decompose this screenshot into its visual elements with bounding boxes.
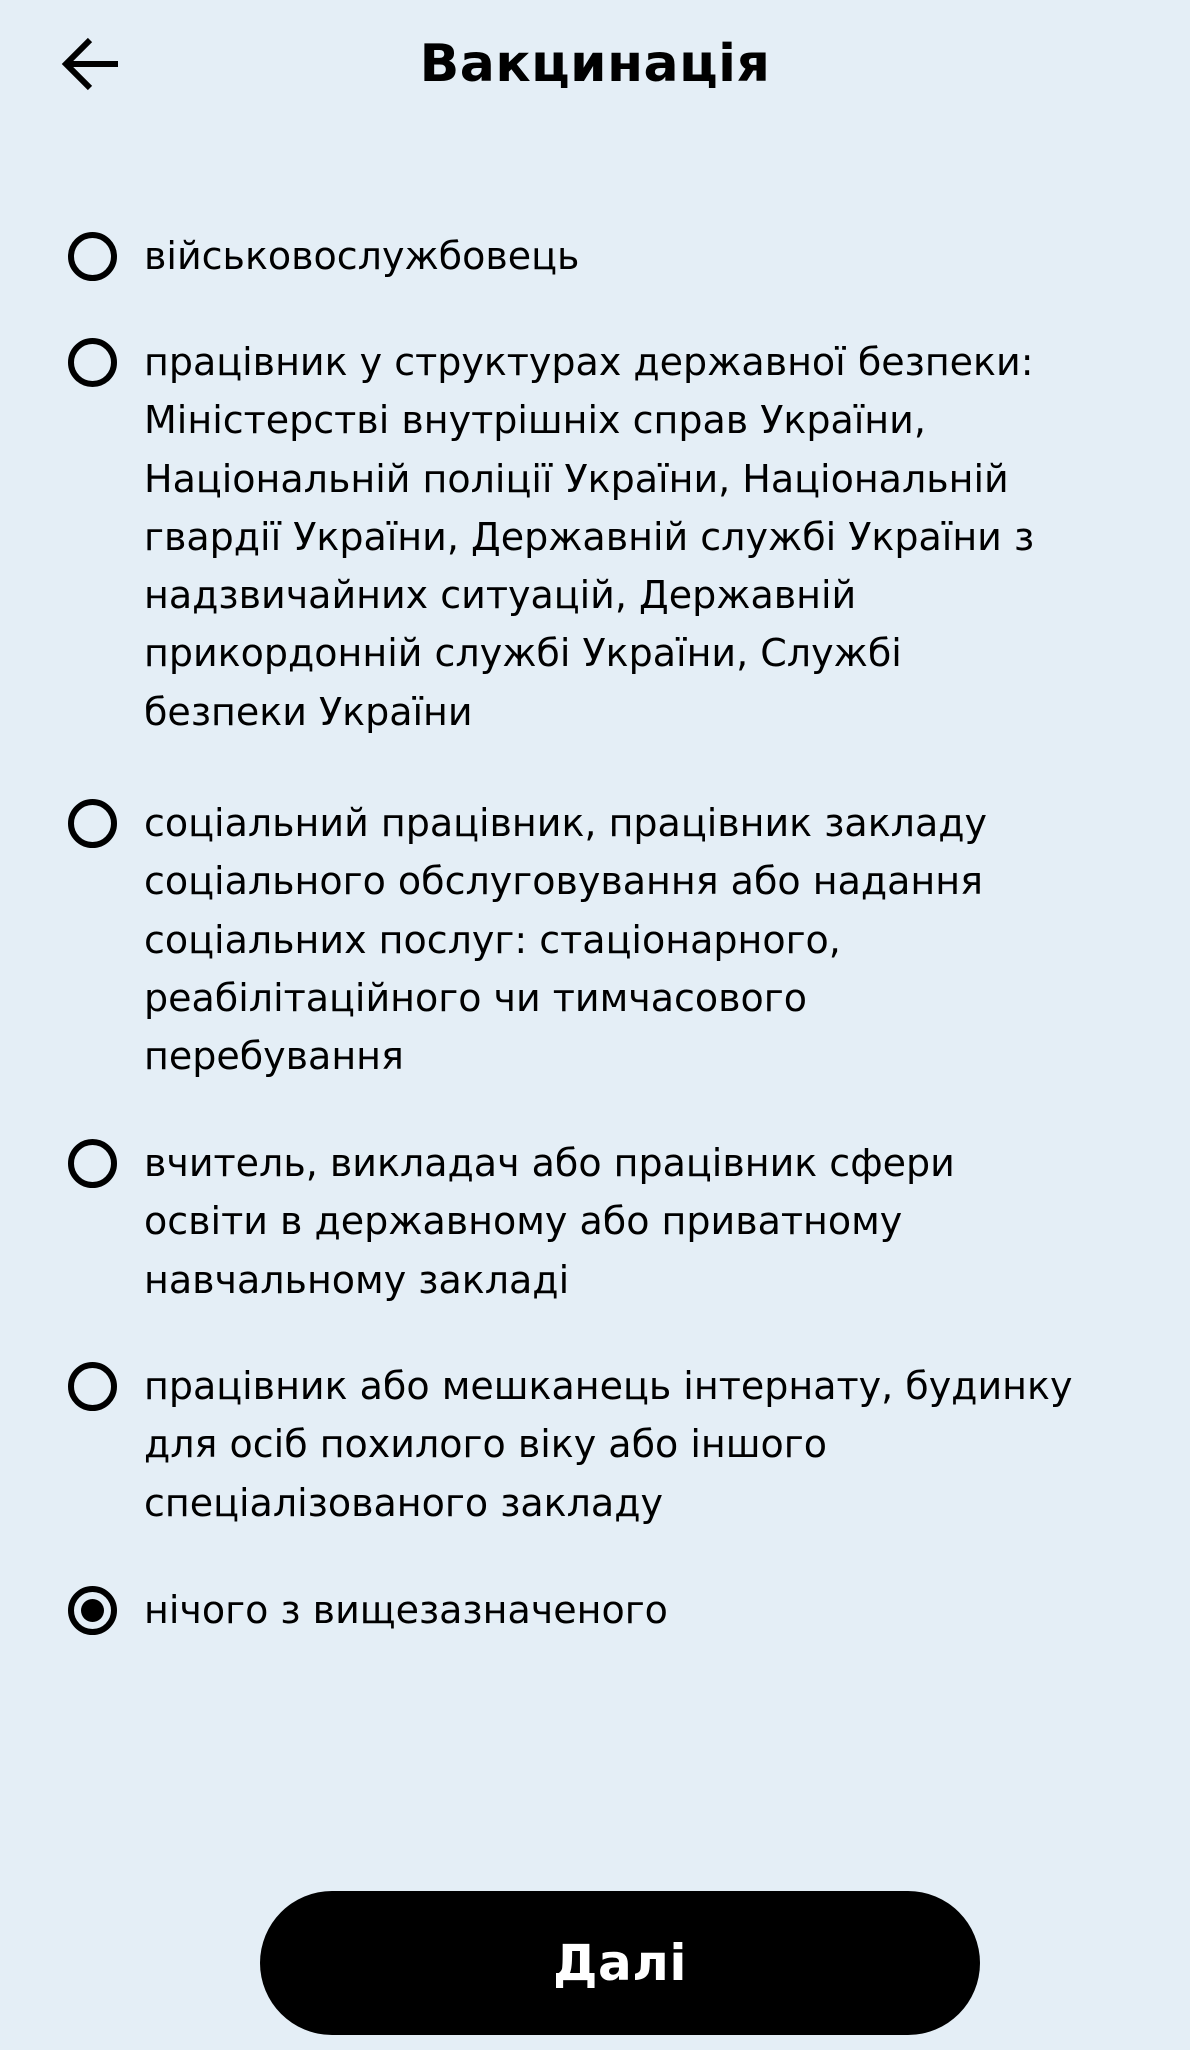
option-label-line: прикордонній службі України, Службі bbox=[144, 631, 902, 676]
radio-button-military[interactable] bbox=[68, 232, 117, 281]
option-label-line: навчальному закладі bbox=[144, 1257, 570, 1302]
option-label-line: нічого з вищезазначеного bbox=[144, 1588, 668, 1632]
option-label-line: гвардії України, Державній службі України з bbox=[144, 514, 1035, 559]
radio-button-boarding-resident[interactable] bbox=[68, 1362, 117, 1411]
option-label-teacher bbox=[144, 1134, 1164, 1309]
header bbox=[0, 0, 1190, 130]
option-label-line: працівник або мешканець інтернату, будинку bbox=[144, 1364, 1073, 1408]
option-label-line: працівник у структурах державної безпеки: bbox=[144, 340, 1034, 384]
option-label-line: для осіб похилого віку або іншого bbox=[144, 1422, 827, 1467]
option-label-line: освіти в державному або приватному bbox=[144, 1199, 903, 1244]
page-title: Вакцинація bbox=[419, 34, 771, 94]
option-label-line: вчитель, викладач або працівник сфери bbox=[144, 1141, 955, 1185]
option-label-line: Міністерстві внутрішніх справ України, bbox=[144, 398, 926, 443]
option-label-state-security bbox=[144, 333, 1164, 741]
option-label-line: соціального обслуговування або надання bbox=[144, 859, 983, 904]
option-label-social-worker bbox=[144, 794, 1164, 1085]
option-label-none bbox=[144, 1581, 1164, 1639]
option-label-line: Національній поліції України, Національній bbox=[144, 456, 1009, 501]
option-label-boarding-resident bbox=[144, 1357, 1164, 1532]
option-label-line: військовослужбовець bbox=[144, 234, 580, 278]
option-label-line: перебування bbox=[144, 1034, 404, 1079]
option-label-line: соціальних послуг: стаціонарного, bbox=[144, 917, 841, 962]
option-label-line: реабілітаційного чи тимчасового bbox=[144, 975, 808, 1020]
radio-button-teacher[interactable] bbox=[68, 1139, 117, 1188]
option-label-line: надзвичайних ситуацій, Державній bbox=[144, 573, 857, 618]
radio-button-state-security[interactable] bbox=[68, 338, 117, 387]
option-label-military bbox=[144, 227, 1164, 285]
option-label-line: безпеки України bbox=[144, 689, 473, 734]
option-label-line: соціальний працівник, працівник закладу bbox=[144, 801, 987, 845]
next-button[interactable]: Далі bbox=[260, 1891, 980, 2035]
radio-button-social-worker[interactable] bbox=[68, 799, 117, 848]
radio-button-none-selected[interactable] bbox=[68, 1586, 117, 1635]
option-label-line: спеціалізованого закладу bbox=[144, 1480, 663, 1525]
